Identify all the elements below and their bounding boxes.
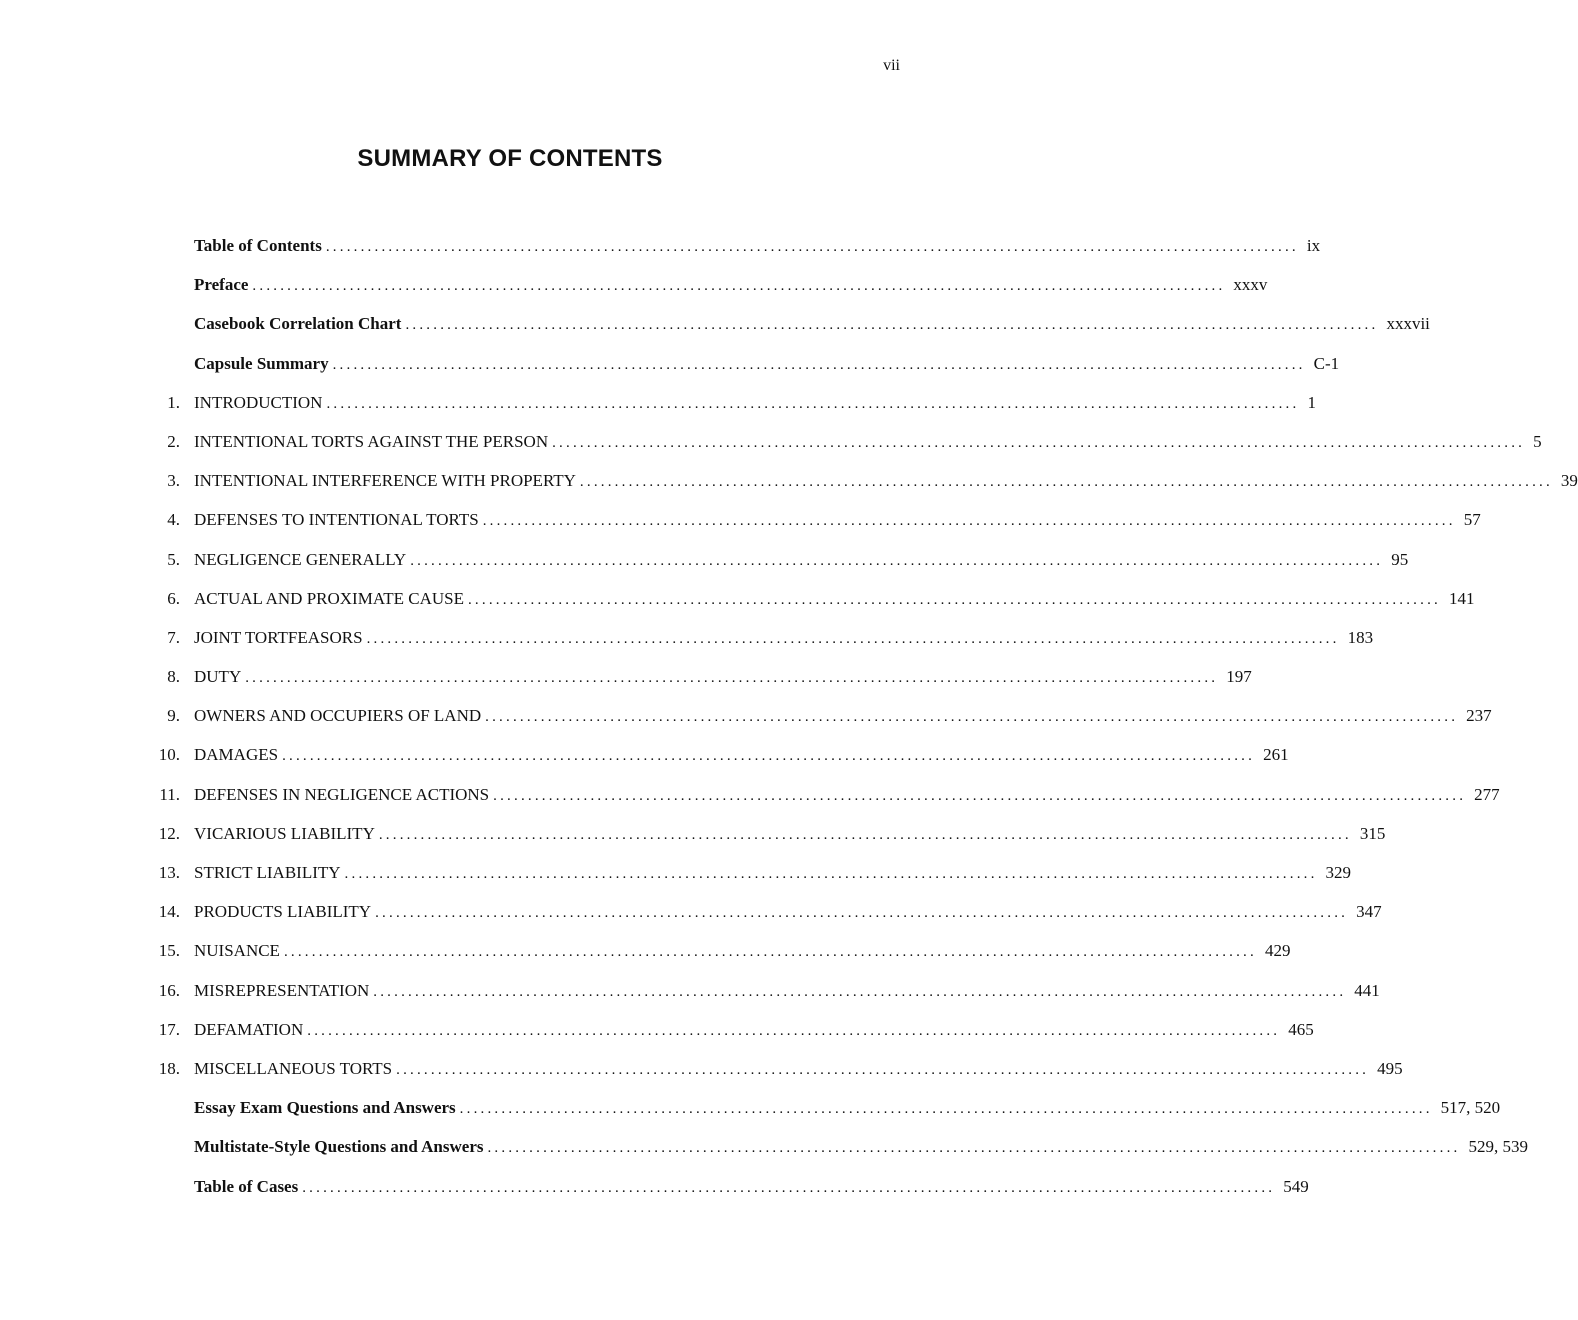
toc-entry-line (194, 784, 1500, 805)
toc-entry-line (194, 706, 1492, 726)
dot-leader: ............................................................................................................................................ (283, 944, 1257, 961)
toc-entry-line (194, 667, 1252, 687)
dot-leader: ............................................................................................................................................ (325, 239, 1299, 255)
dot-leader: ............................................................................................................................................ (405, 317, 1379, 334)
toc-entry (0, 857, 1352, 896)
dot-leader: ............................................................................................................................................ (552, 434, 1526, 451)
dot-leader: ............................................................................................................................................ (302, 1179, 1276, 1196)
toc-entry-page: 441 (1354, 980, 1380, 1000)
toc-entry-page: 549 (1283, 1176, 1309, 1196)
dot-leader: ............................................................................................................................................ (467, 591, 1441, 608)
toc-entry-page: 315 (1359, 823, 1386, 843)
chapter-number: 13. (158, 863, 180, 882)
toc-entry-title: ACTUAL AND PROXIMATE CAUSE (194, 588, 464, 608)
toc-entry (0, 661, 1252, 700)
toc-entry-line (194, 1176, 1309, 1197)
toc-entry-title: NUISANCE (194, 941, 280, 961)
toc-entry (0, 779, 1500, 818)
chapter-number: 8. (167, 667, 180, 687)
toc-entry-title: DEFENSES TO INTENTIONAL TORTS (194, 510, 479, 530)
chapter-number: 7. (167, 627, 180, 647)
toc-entry-page: 429 (1264, 941, 1291, 961)
toc-entry (0, 308, 1430, 347)
toc-entry-title: Casebook Correlation Chart (194, 314, 402, 334)
toc-entry-title: Table of Contents (194, 236, 322, 255)
toc-entry (0, 739, 1289, 778)
dot-leader: ............................................................................................................................................ (487, 1140, 1461, 1157)
toc-entry-line (194, 863, 1352, 883)
chapter-number: 18. (158, 1058, 180, 1078)
dot-leader: ............................................................................................................................................ (493, 787, 1467, 804)
toc-entry (0, 465, 1578, 504)
toc-entry (0, 1053, 1403, 1092)
toc-entry-line (194, 980, 1380, 1001)
toc-entry (0, 583, 1475, 622)
toc-entry-line (194, 745, 1289, 765)
dot-leader: ............................................................................................................................................ (344, 866, 1318, 882)
dot-leader: ............................................................................................................................................ (378, 826, 1352, 843)
toc-entry-title: DAMAGES (194, 745, 279, 765)
toc-entry (0, 504, 1481, 543)
toc-entry (0, 622, 1374, 661)
toc-entry (0, 426, 1542, 465)
dot-leader: ............................................................................................................................................ (579, 474, 1553, 491)
toc-entry (0, 818, 1386, 857)
dot-leader: ............................................................................................................................................ (245, 670, 1219, 687)
toc-entry-title: Preface (194, 275, 249, 295)
chapter-number: 16. (158, 980, 180, 1000)
toc-entry-page: 529, 539 (1468, 1137, 1528, 1157)
toc-entry (0, 896, 1382, 935)
dot-leader: ............................................................................................................................................ (366, 630, 1340, 647)
toc-entry-page: 183 (1347, 627, 1374, 647)
toc-entry-title: Table of Cases (194, 1176, 299, 1196)
chapter-number: 9. (167, 706, 180, 726)
chapter-number: 17. (158, 1019, 180, 1039)
page-title: SUMMARY OF CONTENTS (357, 145, 663, 172)
page-number: vii (883, 57, 900, 74)
toc-entry-title: STRICT LIABILITY (194, 863, 341, 882)
toc-entry-title: MISREPRESENTATION (194, 980, 370, 1000)
toc-entry-title: INTENTIONAL INTERFERENCE WITH PROPERTY (194, 471, 576, 491)
toc-entry-page: 39 (1560, 471, 1578, 491)
chapter-number: 15. (158, 941, 180, 961)
chapter-number: 1. (167, 392, 180, 412)
toc-entry-title: INTRODUCTION (194, 392, 323, 412)
toc-entry-line (194, 510, 1481, 530)
chapter-number: 2. (167, 431, 180, 451)
chapter-number: 4. (167, 510, 180, 530)
toc-entry (0, 348, 1340, 387)
toc-entry-title: Multistate-Style Questions and Answers (194, 1137, 484, 1157)
toc-entry (0, 1131, 1528, 1170)
dot-leader: ............................................................................................................................................ (375, 905, 1349, 922)
dot-leader: ............................................................................................................................................ (410, 552, 1384, 569)
toc-entry-line (194, 314, 1430, 334)
dot-leader: ............................................................................................................................................ (485, 709, 1459, 726)
toc-entry-page: 141 (1448, 588, 1475, 608)
toc-entry-title: JOINT TORTFEASORS (194, 627, 363, 647)
toc-entry-line (194, 353, 1340, 374)
toc-entry-line (194, 236, 1321, 256)
toc-entry-line (194, 471, 1578, 491)
toc-entry (0, 544, 1409, 583)
toc-entry-page: 197 (1226, 667, 1252, 687)
toc-entry (0, 700, 1492, 739)
toc-entry-line (194, 627, 1374, 648)
toc-entry-line (194, 902, 1382, 922)
summary-of-contents-list (0, 230, 1578, 1210)
toc-entry-title: INTENTIONAL TORTS AGAINST THE PERSON (194, 431, 549, 451)
toc-entry-page: 261 (1263, 745, 1289, 765)
toc-entry-line (194, 1058, 1403, 1079)
chapter-number: 14. (158, 902, 180, 922)
toc-entry-title: Essay Exam Questions and Answers (194, 1098, 456, 1118)
toc-entry-line (194, 1019, 1314, 1040)
dot-leader: ............................................................................................................................................ (326, 395, 1300, 412)
toc-entry-line (194, 275, 1268, 295)
dot-leader: ............................................................................................................................................ (252, 278, 1226, 295)
toc-entry (0, 1092, 1501, 1131)
toc-entry-title: Capsule Summary (194, 353, 329, 373)
dot-leader: ............................................................................................................................................ (482, 513, 1456, 530)
toc-entry-line (194, 941, 1291, 961)
toc-entry-page: 237 (1466, 706, 1492, 726)
chapter-number: 5. (167, 549, 180, 569)
dot-leader: ............................................................................................................................................ (396, 1061, 1370, 1078)
toc-entry-line (194, 549, 1409, 570)
toc-entry-title: VICARIOUS LIABILITY (194, 823, 375, 843)
chapter-number: 10. (158, 745, 180, 765)
toc-entry (0, 230, 1321, 269)
toc-entry (0, 269, 1268, 308)
dot-leader: ............................................................................................................................................ (373, 983, 1347, 1000)
toc-entry-page: 347 (1356, 902, 1382, 922)
toc-entry-page: C-1 (1313, 353, 1340, 373)
toc-entry-title: MISCELLANEOUS TORTS (194, 1058, 393, 1078)
toc-entry-page: 277 (1474, 784, 1500, 804)
toc-entry-page: 1 (1307, 392, 1316, 412)
toc-entry-page: 329 (1325, 863, 1352, 882)
toc-entry-page: 495 (1377, 1058, 1403, 1078)
toc-entry-line (194, 1137, 1528, 1157)
toc-entry-title: DEFAMATION (194, 1019, 304, 1039)
toc-entry-line (194, 1098, 1501, 1118)
toc-entry-title: OWNERS AND OCCUPIERS OF LAND (194, 706, 482, 726)
toc-entry-title: DUTY (194, 667, 242, 687)
toc-entry-page: 95 (1391, 549, 1409, 569)
dot-leader: ............................................................................................................................................ (332, 356, 1306, 373)
chapter-number: 12. (158, 823, 180, 843)
toc-entry-page: 57 (1463, 510, 1481, 530)
dot-leader: ............................................................................................................................................ (307, 1022, 1281, 1039)
dot-leader: ............................................................................................................................................ (282, 748, 1256, 765)
toc-entry (0, 1014, 1314, 1053)
chapter-number: 3. (167, 471, 180, 491)
toc-entry-page: xxxv (1233, 275, 1268, 295)
toc-entry-page: ix (1306, 236, 1321, 255)
toc-entry-title: DEFENSES IN NEGLIGENCE ACTIONS (194, 784, 490, 804)
toc-entry (0, 975, 1380, 1014)
toc-entry-page: 517, 520 (1440, 1098, 1501, 1118)
toc-entry (0, 1171, 1309, 1210)
toc-entry-title: NEGLIGENCE GENERALLY (194, 549, 407, 569)
chapter-number: 6. (167, 588, 180, 608)
toc-entry-line (194, 588, 1475, 609)
toc-entry-line (194, 431, 1542, 452)
toc-entry-page: 5 (1533, 431, 1542, 451)
toc-entry-page: 465 (1288, 1019, 1314, 1039)
toc-entry-line (194, 823, 1386, 844)
toc-entry-title: PRODUCTS LIABILITY (194, 902, 372, 922)
dot-leader: ............................................................................................................................................ (459, 1101, 1433, 1118)
chapter-number: 11. (159, 784, 180, 804)
toc-entry (0, 935, 1291, 974)
toc-entry-page: xxxvii (1386, 314, 1430, 334)
toc-entry-line (194, 392, 1316, 413)
toc-entry (0, 387, 1316, 426)
